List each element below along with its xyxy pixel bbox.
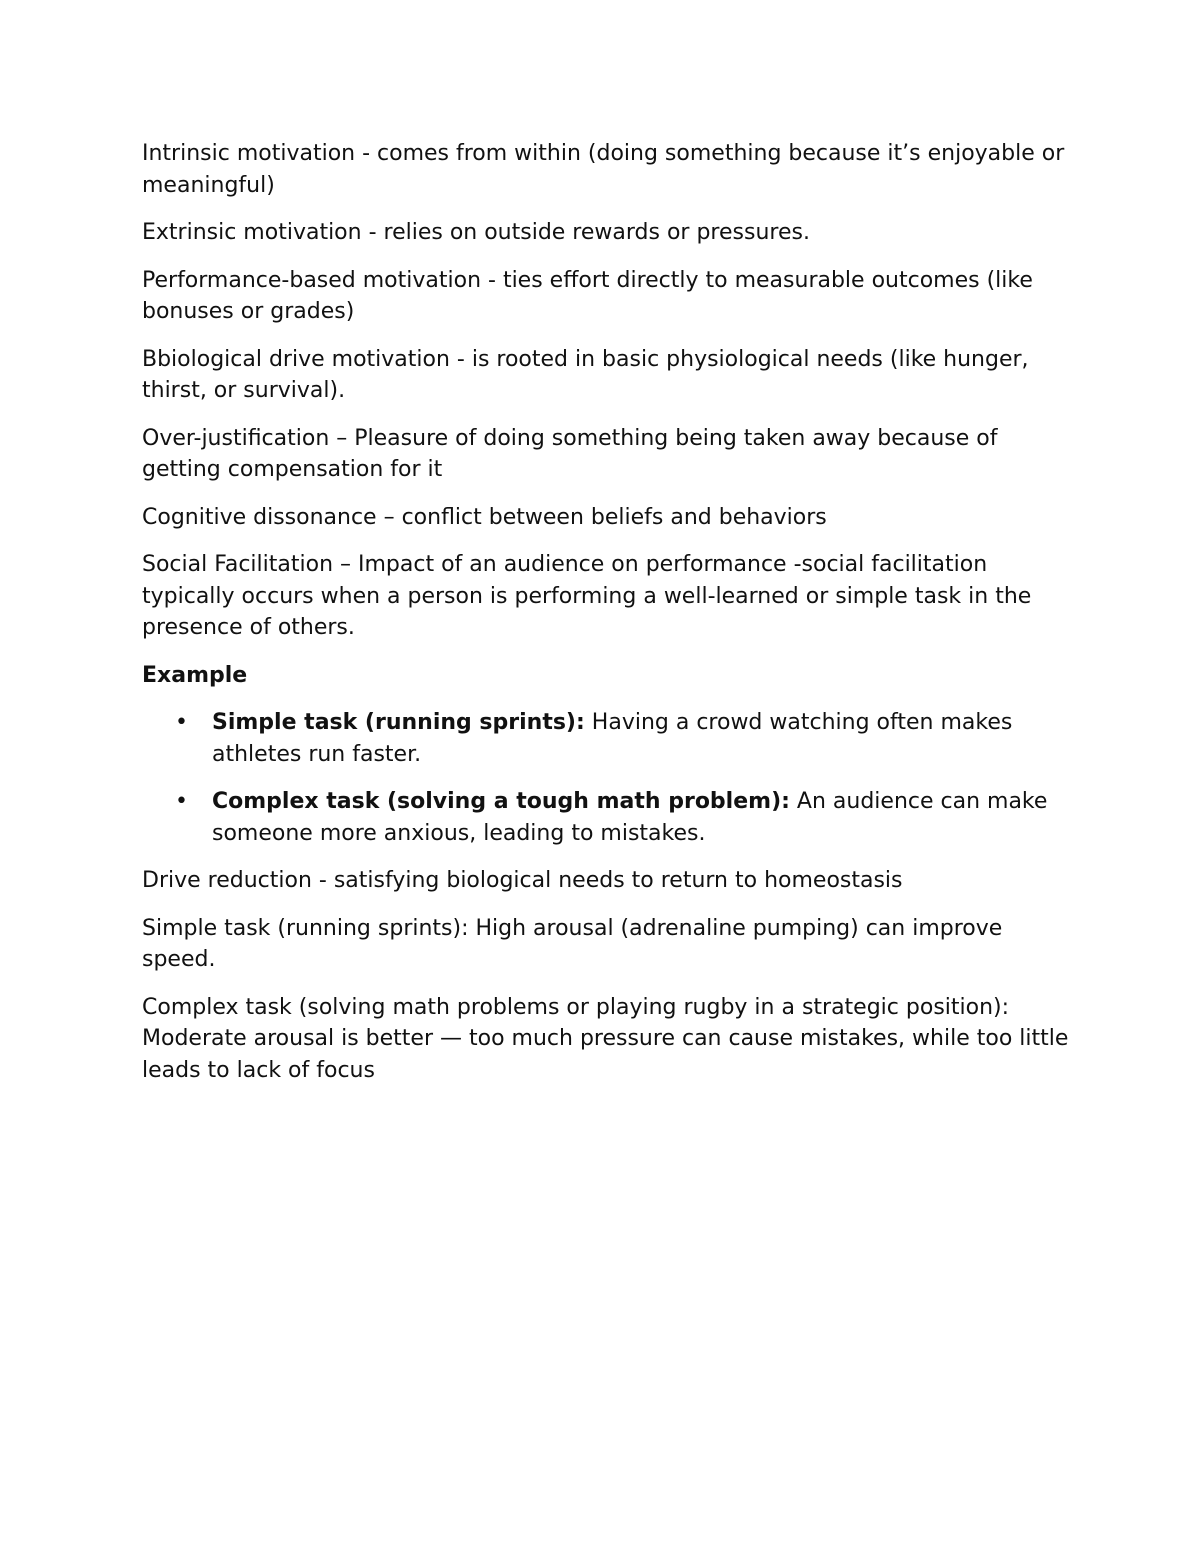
bullet-icon: • bbox=[175, 789, 188, 814]
paragraph-social-facilitation: Social Facilitation – Impact of an audience on performance -social facilitation typically occurs when a person is performing a well-learned or simple task in the presence of others. bbox=[142, 552, 1032, 640]
paragraph-intrinsic-motivation: Intrinsic motivation - comes from within (doing something because it’s enjoyable or meaningful) bbox=[142, 141, 1065, 198]
paragraph-performance-based-motivation: Performance-based motivation - ties effort directly to measurable outcomes (like bonuses or grades) bbox=[142, 267, 1033, 324]
paragraph-simple-task-arousal: Simple task (running sprints): High arousal (adrenaline pumping) can improve speed. bbox=[142, 915, 1003, 972]
list-item bbox=[142, 786, 1080, 849]
bullet-text: An audience can make someone more anxious, leading to mistakes. bbox=[212, 789, 1048, 846]
paragraph-over-justification: Over-justification – Pleasure of doing something being taken away because of getting compensation for it bbox=[142, 425, 998, 482]
example-heading: Example bbox=[142, 662, 248, 688]
list-item bbox=[142, 707, 1080, 770]
paragraph-extrinsic-motivation: Extrinsic motivation - relies on outside rewards or pressures. bbox=[142, 220, 810, 245]
example-bullet-list bbox=[142, 707, 1080, 849]
paragraph-biological-drive-motivation: Bbiological drive motivation - is rooted in basic physiological needs (like hunger, thirst, or survival). bbox=[142, 346, 1029, 403]
paragraph-cognitive-dissonance: Cognitive dissonance – conflict between beliefs and behaviors bbox=[142, 504, 827, 530]
bullet-bold-lead: Complex task (solving a tough math problem): bbox=[212, 789, 790, 814]
bullet-bold-lead: Simple task (running sprints): bbox=[212, 710, 585, 735]
paragraph-drive-reduction: Drive reduction - satisfying biological needs to return to homeostasis bbox=[142, 868, 903, 893]
bullet-icon: • bbox=[175, 710, 188, 735]
paragraph-complex-task-arousal: Complex task (solving math problems or playing rugby in a strategic position): Moderate arousal is better — too much pressure can cause mistakes, while too little leads to lack of focus bbox=[142, 994, 1069, 1083]
bullet-text: Having a crowd watching often makes athletes run faster. bbox=[212, 710, 1013, 767]
